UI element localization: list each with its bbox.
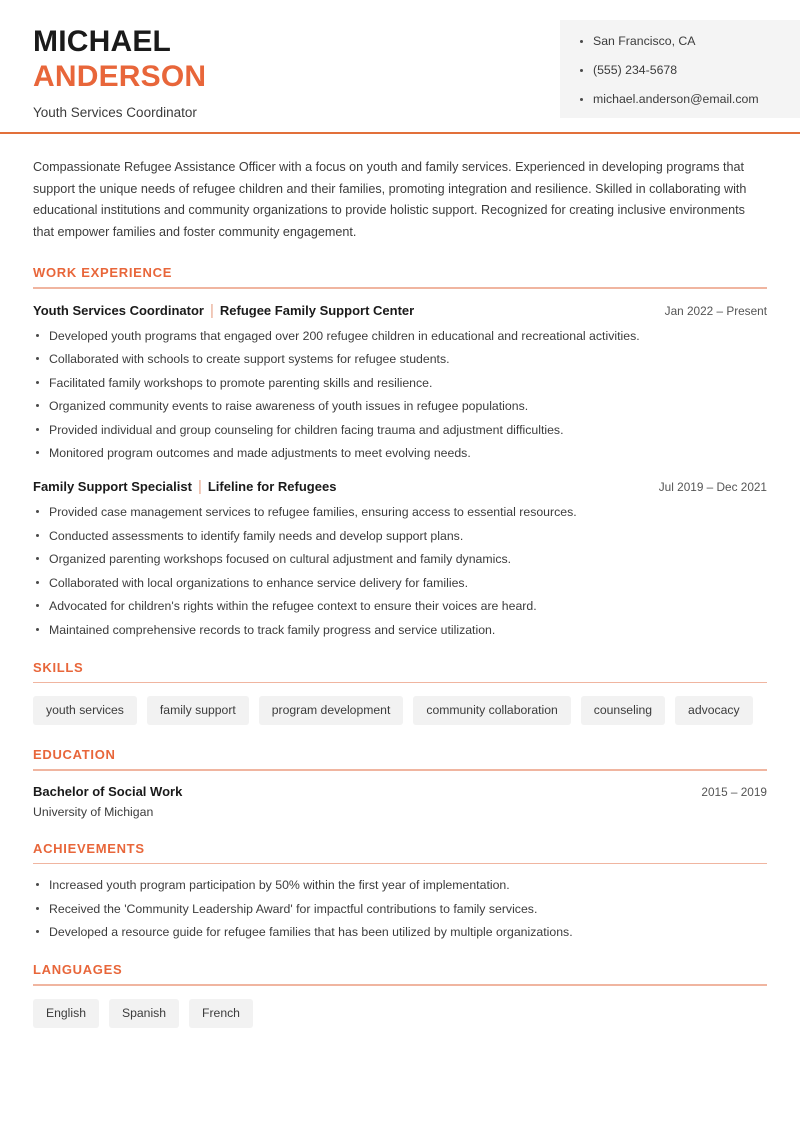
section-rule [33,682,767,684]
experience-role: Youth Services Coordinator [33,302,204,318]
section-work-experience [33,265,767,638]
education-date: 2015 – 2019 [701,784,767,799]
experience-role: Family Support Specialist [33,479,192,494]
section-rule [33,984,767,986]
resume-content [0,157,800,1028]
achievements-list [33,877,767,940]
section-education [33,747,767,819]
experience-bullets [33,328,767,462]
experience-bullets [33,504,767,638]
skill-chip: youth services [33,696,137,725]
languages-chip-list [33,999,767,1028]
contact-list [580,34,800,107]
section-title-achievements: ACHIEVEMENTS [33,840,145,856]
resume-header [0,0,800,133]
experience-entry [33,302,767,462]
section-rule [33,769,767,771]
pipe-separator-icon: | [197,478,202,495]
skill-chip: community collaboration [413,696,570,725]
professional-summary: Compassionate Refugee Assistance Officer with a focus on youth and family services. Experienced in developing programs that support the unique needs of refugee children and their families, promoting integration and resilience. Skilled in collaborating with educational institutions and community organizations to provide holistic support. Recognized for creating inclusive environments that empower families and foster community engagement. [33,160,747,239]
education-entry [33,784,767,819]
section-skills [33,660,767,726]
first-name: MICHAEL [33,25,172,58]
skills-chip-list [33,696,767,725]
list-item: Facilitated family workshops to promote parenting skills and resilience. [33,375,767,391]
section-achievements [33,841,767,941]
experience-entry-header [33,302,767,319]
list-item: Collaborated with local organizations to enhance service delivery for families. [33,575,767,591]
pipe-separator-icon: | [209,301,214,319]
experience-heading [33,478,336,495]
list-item: Developed a resource guide for refugee families that has been utilized by multiple organizations. [33,924,767,940]
experience-entry-header [33,478,767,495]
list-item: Developed youth programs that engaged over 200 refugee children in educational and recreational activities. [33,328,767,344]
list-item: Collaborated with schools to create support systems for refugee students. [33,351,767,367]
list-item: Increased youth program participation by 50% within the first year of implementation. [33,877,767,893]
header-divider [0,132,800,134]
skill-chip: program development [259,696,404,725]
education-degree: Bachelor of Social Work [33,783,183,799]
experience-heading [33,302,414,319]
list-item: Monitored program outcomes and made adjustments to meet evolving needs. [33,445,767,461]
education-entry-header [33,784,767,799]
section-rule [33,863,767,865]
section-title-work-experience: WORK EXPERIENCE [33,265,173,280]
last-name: ANDERSON [33,60,207,93]
list-item: Maintained comprehensive records to track family progress and service utilization. [33,622,767,638]
contact-location: San Francisco, CA [580,34,800,49]
section-title-skills: SKILLS [33,659,84,675]
skill-chip: advocacy [675,696,753,725]
list-item: Conducted assessments to identify family needs and develop support plans. [33,528,767,544]
experience-date: Jan 2022 – Present [664,303,767,318]
list-item: Organized community events to raise awareness of youth issues in refugee populations. [33,398,767,414]
experience-entry [33,478,767,638]
contact-email[interactable]: michael.anderson@email.com [580,92,800,107]
skill-chip: family support [147,696,249,725]
identity-block [33,24,206,121]
section-title-languages: LANGUAGES [33,962,123,977]
language-chip: French [189,999,253,1028]
list-item: Organized parenting workshops focused on cultural adjustment and family dynamics. [33,551,767,567]
language-chip: English [33,999,99,1028]
section-title-education: EDUCATION [33,747,116,762]
contact-box [560,20,800,118]
skill-chip: counseling [581,696,665,725]
header-job-title: Youth Services Coordinator [33,105,197,120]
section-languages [33,962,767,1028]
list-item: Provided case management services to refugee families, ensuring access to essential resources. [33,504,767,520]
list-item: Received the 'Community Leadership Award' for impactful contributions to family services. [33,901,767,917]
experience-company: Refugee Family Support Center [219,302,415,318]
section-rule [33,287,767,289]
experience-company: Lifeline for Refugees [207,479,337,494]
language-chip: Spanish [109,999,179,1028]
education-school: University of Michigan [33,804,154,819]
list-item: Provided individual and group counseling for children facing trauma and adjustment difficulties. [33,422,767,438]
contact-phone: (555) 234-5678 [580,63,800,78]
list-item: Advocated for children's rights within the refugee context to ensure their voices are heard. [33,598,767,614]
experience-date: Jul 2019 – Dec 2021 [658,480,767,494]
